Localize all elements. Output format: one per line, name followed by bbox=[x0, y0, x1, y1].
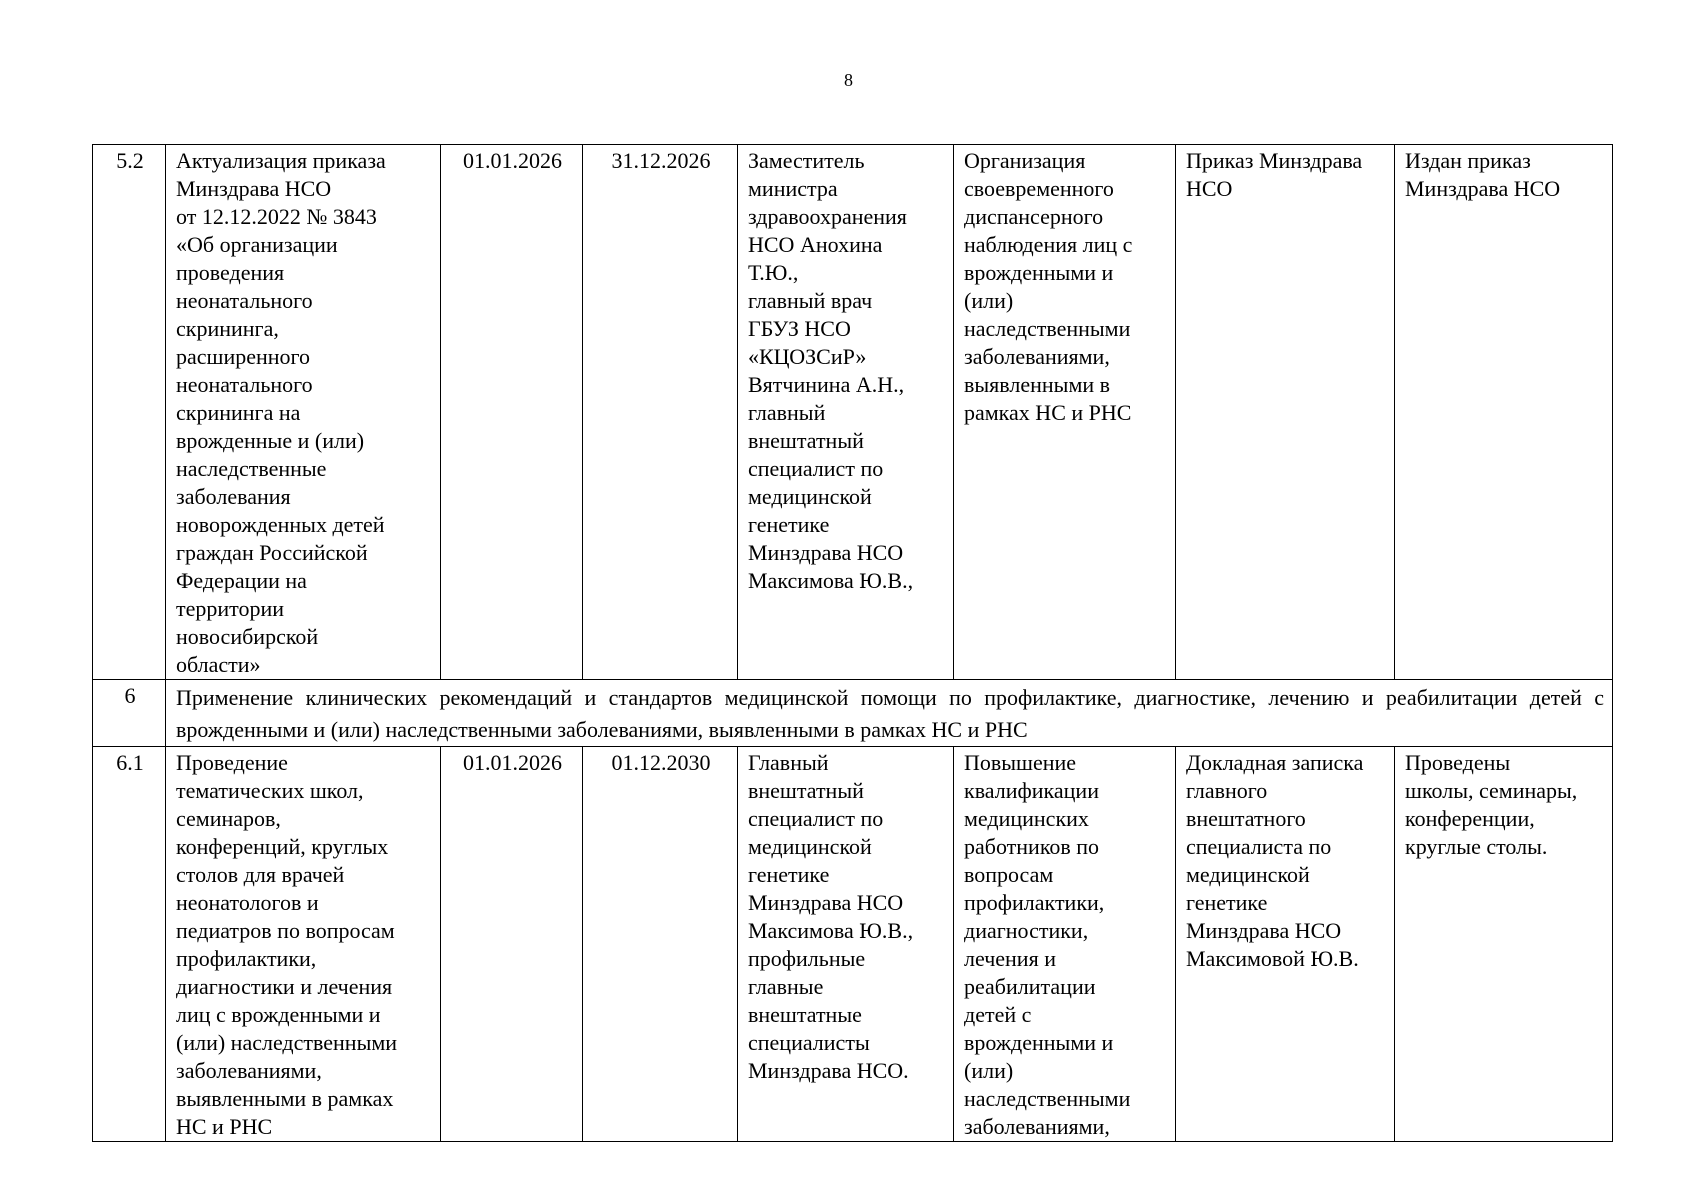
start-date-cell: 01.01.2026 bbox=[441, 145, 583, 680]
result-cell bbox=[954, 747, 1176, 1142]
cell-line: НС и РНС bbox=[176, 1114, 273, 1139]
cell-line: медицинских bbox=[964, 806, 1089, 831]
event-cell bbox=[166, 145, 441, 680]
cell-line: Главный bbox=[748, 750, 829, 775]
cell-line: территории bbox=[176, 596, 285, 621]
cell-line: Минздрава НСО. bbox=[748, 1058, 909, 1083]
cell-line: внештатные bbox=[748, 1002, 862, 1027]
cell-line: наследственные bbox=[176, 456, 327, 481]
cell-line: своевременного bbox=[964, 176, 1114, 201]
cell-line: главный врач bbox=[748, 288, 873, 313]
cell-line: Минздрава НСО bbox=[1405, 176, 1561, 201]
cell-line: специалиста по bbox=[1186, 834, 1332, 859]
cell-line: внештатный bbox=[748, 428, 864, 453]
result-cell bbox=[954, 145, 1176, 680]
cell-line: проведения bbox=[176, 260, 285, 285]
indicator-cell bbox=[1395, 145, 1613, 680]
cell-line: Т.Ю., bbox=[748, 260, 799, 285]
cell-line: детей с bbox=[964, 1002, 1032, 1027]
cell-line: заболеваниями, bbox=[964, 1114, 1110, 1139]
cell-line: работников по bbox=[964, 834, 1100, 859]
cell-line: Проведены bbox=[1405, 750, 1511, 775]
cell-line: генетике bbox=[1186, 890, 1268, 915]
cell-line: новосибирской bbox=[176, 624, 319, 649]
cell-line: (или) наследственными bbox=[176, 1030, 398, 1055]
table-row bbox=[93, 747, 1613, 1142]
cell-line: Минздрава НСО bbox=[1186, 918, 1342, 943]
cell-line: от 12.12.2022 № 3843 bbox=[176, 204, 377, 229]
cell-line: НСО Анохина bbox=[748, 232, 883, 257]
cell-line: конференции, bbox=[1405, 806, 1535, 831]
cell-line: скрининга на bbox=[176, 400, 301, 425]
cell-line: специалист по bbox=[748, 806, 884, 831]
cell-line: конференций, круглых bbox=[176, 834, 389, 859]
cell-line: НСО bbox=[1186, 176, 1233, 201]
cell-line: столов для врачей bbox=[176, 862, 345, 887]
cell-line: реабилитации bbox=[964, 974, 1096, 999]
cell-line: лечения и bbox=[964, 946, 1056, 971]
cell-line: неонатологов и bbox=[176, 890, 319, 915]
cell-line: медицинской bbox=[1186, 862, 1310, 887]
cell-line: «КЦОЗСиР» bbox=[748, 344, 867, 369]
cell-line: генетике bbox=[748, 512, 830, 537]
cell-line: круглые столы. bbox=[1405, 834, 1548, 859]
cell-line: Минздрава НСО bbox=[748, 890, 904, 915]
cell-line: внештатный bbox=[748, 778, 864, 803]
cell-line: семинаров, bbox=[176, 806, 281, 831]
cell-line: здравоохранения bbox=[748, 204, 907, 229]
cell-line: заболевания bbox=[176, 484, 291, 509]
plan-table bbox=[92, 144, 1613, 1142]
cell-line: врожденными и bbox=[964, 260, 1114, 285]
cell-line: вопросам bbox=[964, 862, 1054, 887]
cell-line: школы, семинары, bbox=[1405, 778, 1578, 803]
cell-line: диагностики, bbox=[964, 918, 1089, 943]
cell-line: главные bbox=[748, 974, 824, 999]
cell-line: Максимова Ю.В., bbox=[748, 918, 914, 943]
indicator-cell bbox=[1395, 747, 1613, 1142]
cell-line: заболеваниями, bbox=[964, 344, 1110, 369]
cell-line: Максимова Ю.В., bbox=[748, 568, 914, 593]
page-number: 8 bbox=[844, 70, 853, 90]
row-number: 5.2 bbox=[93, 145, 166, 680]
cell-line: рамках НС и РНС bbox=[964, 400, 1132, 425]
cell-line: области» bbox=[176, 652, 261, 677]
cell-line: квалификации bbox=[964, 778, 1099, 803]
cell-line: специалисты bbox=[748, 1030, 870, 1055]
cell-line: ГБУЗ НСО bbox=[748, 316, 851, 341]
section-title: Применение клинических рекомендаций и стандартов медицинской помощи по профилактике, диагностике, лечению и реабилитации детей с врожденными и (или) наследственными заболеваниями, выявленными в рамках НС и РНС bbox=[166, 680, 1613, 747]
cell-line: тематических школ, bbox=[176, 778, 364, 803]
cell-line: Минздрава НСО bbox=[748, 540, 904, 565]
end-date-cell: 31.12.2026 bbox=[583, 145, 738, 680]
cell-line: Вятчинина А.Н., bbox=[748, 372, 905, 397]
cell-line: Повышение bbox=[964, 750, 1077, 775]
row-number: 6.1 bbox=[93, 747, 166, 1142]
cell-line: министра bbox=[748, 176, 838, 201]
cell-line: педиатров по вопросам bbox=[176, 918, 395, 943]
cell-line: выявленными в bbox=[964, 372, 1111, 397]
cell-line: неонатального bbox=[176, 288, 313, 313]
cell-line: неонатального bbox=[176, 372, 313, 397]
cell-line: Минздрава НСО bbox=[176, 176, 332, 201]
cell-line: «Об организации bbox=[176, 232, 338, 257]
cell-line: внештатного bbox=[1186, 806, 1306, 831]
cell-line: наблюдения лиц с bbox=[964, 232, 1133, 257]
cell-line: скрининга, bbox=[176, 316, 279, 341]
end-date-cell: 01.12.2030 bbox=[583, 747, 738, 1142]
cell-line: медицинской bbox=[748, 834, 872, 859]
cell-line: профилактики, bbox=[176, 946, 317, 971]
cell-line: Заместитель bbox=[748, 148, 865, 173]
cell-line: Проведение bbox=[176, 750, 288, 775]
cell-line: профилактики, bbox=[964, 890, 1105, 915]
event-cell bbox=[166, 747, 441, 1142]
cell-line: Максимовой Ю.В. bbox=[1186, 946, 1359, 971]
cell-line: Издан приказ bbox=[1405, 148, 1531, 173]
cell-line: профильные bbox=[748, 946, 866, 971]
cell-line: главного bbox=[1186, 778, 1268, 803]
cell-line: граждан Российской bbox=[176, 540, 368, 565]
cell-line: генетике bbox=[748, 862, 830, 887]
cell-line: лиц с врожденными и bbox=[176, 1002, 381, 1027]
cell-line: врожденные и (или) bbox=[176, 428, 365, 453]
cell-line: (или) bbox=[964, 288, 1014, 313]
cell-line: диагностики и лечения bbox=[176, 974, 393, 999]
table-row bbox=[93, 145, 1613, 680]
cell-line: (или) bbox=[964, 1058, 1014, 1083]
document-cell bbox=[1176, 747, 1395, 1142]
cell-line: диспансерного bbox=[964, 204, 1104, 229]
section-row bbox=[93, 680, 1613, 747]
cell-line: специалист по bbox=[748, 456, 884, 481]
cell-line: Приказ Минздрава bbox=[1186, 148, 1363, 173]
start-date-cell: 01.01.2026 bbox=[441, 747, 583, 1142]
cell-line: медицинской bbox=[748, 484, 872, 509]
section-number: 6 bbox=[93, 680, 166, 747]
cell-line: новорожденных детей bbox=[176, 512, 385, 537]
cell-line: Организация bbox=[964, 148, 1086, 173]
cell-line: выявленными в рамках bbox=[176, 1086, 394, 1111]
cell-line: Докладная записка bbox=[1186, 750, 1364, 775]
cell-line: наследственными bbox=[964, 1086, 1131, 1111]
cell-line: врожденными и bbox=[964, 1030, 1114, 1055]
cell-line: расширенного bbox=[176, 344, 311, 369]
cell-line: Актуализация приказа bbox=[176, 148, 386, 173]
cell-line: наследственными bbox=[964, 316, 1131, 341]
cell-line: главный bbox=[748, 400, 826, 425]
cell-line: заболеваниями, bbox=[176, 1058, 322, 1083]
document-cell bbox=[1176, 145, 1395, 680]
cell-line: Федерации на bbox=[176, 568, 307, 593]
responsible-cell bbox=[738, 145, 954, 680]
responsible-cell bbox=[738, 747, 954, 1142]
